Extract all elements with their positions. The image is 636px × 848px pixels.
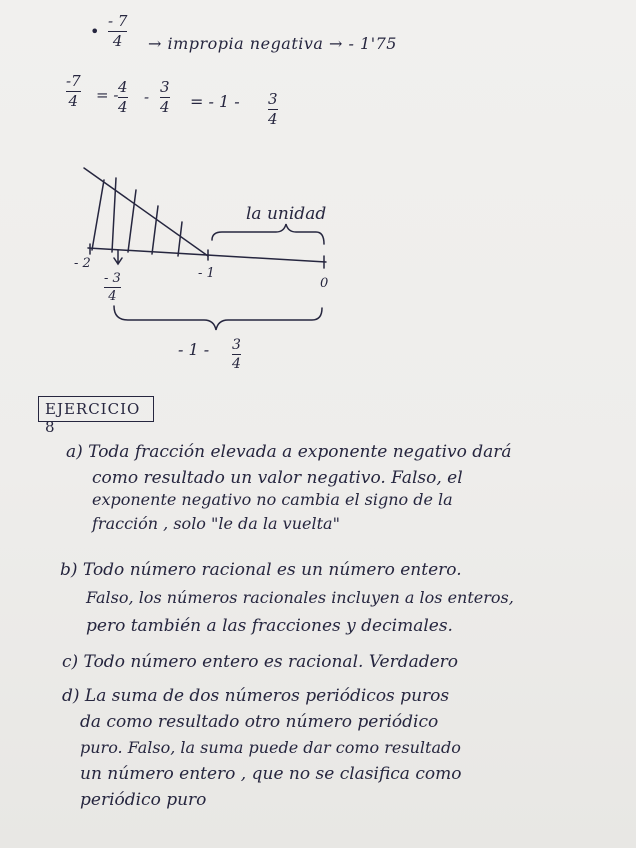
item-a-line-4: fracción , solo "le da la vuelta" [92, 514, 340, 533]
fraction-denominator: 4 [232, 356, 241, 373]
fraction-denominator: 4 [118, 98, 128, 117]
item-b-line-1: b) Todo número racional es un número entero. [60, 560, 462, 580]
eq-equals-2: = - 1 - [190, 92, 240, 111]
fraction-denominator: 4 [108, 289, 117, 305]
item-d-line-1: d) La suma de dos números periódicos puros [62, 686, 450, 706]
point-label-minus-three-fourths [104, 272, 121, 303]
item-b-line-3: pero también a las fracciones y decimales. [86, 616, 453, 636]
arrow-to-point [114, 250, 122, 264]
item-b-line-2: Falso, los números racionales incluyen a los enteros, [86, 588, 514, 607]
result-prefix: - 1 - [178, 340, 210, 359]
fraction-denominator: 4 [160, 98, 170, 117]
unit-label: la unidad [246, 204, 327, 224]
fraction-numerator: 3 [160, 78, 170, 96]
tick-label-zero: 0 [320, 276, 329, 291]
diagonal-base [92, 180, 104, 250]
result-fraction [232, 338, 241, 371]
diagonal-main [84, 168, 208, 256]
item-a-line-3: exponente negativo no cambia el signo de la [92, 490, 453, 509]
parallel-line-3 [152, 206, 158, 254]
fraction-denominator: 4 [68, 92, 79, 111]
eq-equals-1: = - [96, 86, 119, 104]
fraction-numerator: 3 [232, 337, 241, 353]
fraction-bar [232, 354, 241, 355]
fraction-numerator: - 7 [108, 12, 128, 30]
fraction-denominator: 4 [268, 110, 278, 129]
fraction-numerator: -7 [66, 72, 81, 90]
item-d-line-4: un número entero , que no se clasifica como [80, 764, 462, 784]
number-line-diagram [0, 0, 636, 400]
fraction-denominator: 4 [112, 32, 123, 51]
item-a-line-2: como resultado un valor negativo. Falso, el [92, 468, 463, 488]
item-a-line-1: a) Toda fracción elevada a exponente negativo dará [66, 442, 512, 462]
result-brace [114, 306, 322, 330]
item-d-line-5: periódico puro [80, 790, 207, 810]
item-d-line-2: da como resultado otro número periódico [80, 712, 439, 732]
eq-minus: - [144, 88, 150, 106]
parallel-line-4 [178, 222, 182, 256]
exercise-title: EJERCICIO 8 [45, 400, 141, 436]
fraction-bar [104, 287, 121, 288]
item-c-line-1: c) Todo número entero es racional. Verdadero [62, 652, 459, 672]
unit-brace [212, 224, 324, 244]
exercise-title-box [38, 396, 154, 436]
tick-label-minus1: - 1 [198, 266, 215, 281]
bullet: • [90, 22, 100, 41]
fraction-numerator: 3 [268, 90, 278, 108]
fraction-numerator: - 3 [104, 271, 121, 286]
top-note-text: → impropia negativa → - 1'75 [148, 34, 397, 53]
item-d-line-3: puro. Falso, la suma puede dar como resultado [80, 738, 461, 757]
fraction-numerator: 4 [118, 78, 128, 96]
tick-label-minus2: - 2 [74, 256, 91, 271]
